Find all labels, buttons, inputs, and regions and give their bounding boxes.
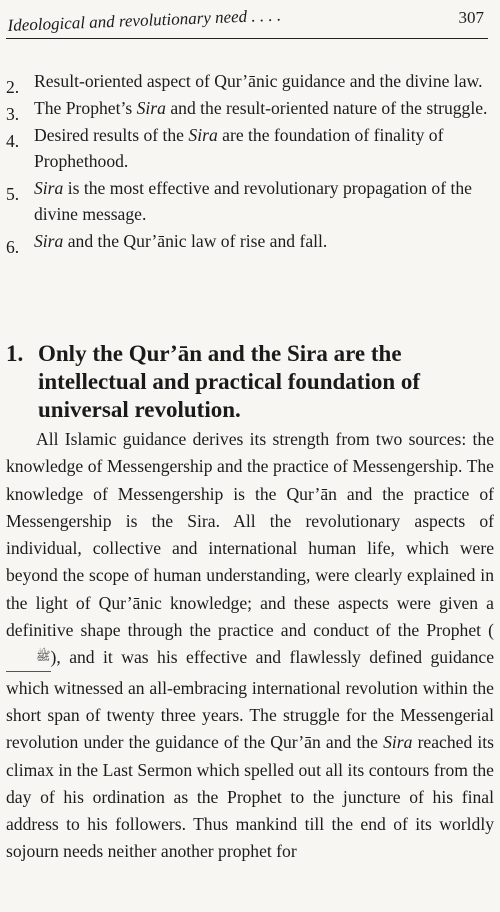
- list-item: [6, 122, 490, 174]
- italic-term: Sira: [34, 231, 64, 251]
- list-item: [6, 228, 490, 257]
- running-title: Ideological and revolutionary need . . . .: [7, 5, 282, 36]
- list-item-text: [34, 71, 482, 91]
- list-item-number: 2.: [6, 77, 20, 97]
- list-item: [6, 95, 490, 124]
- list-item-text: [34, 98, 487, 118]
- section-number: 1.: [6, 341, 24, 366]
- text-run: are the foundation of finality of Prophethood.: [34, 125, 444, 171]
- list-item-text: [34, 125, 443, 171]
- list-item-text: [34, 231, 327, 251]
- italic-term: Sira: [34, 178, 64, 198]
- text-run: The Prophet’s: [34, 98, 137, 118]
- paragraph-text-1: All Islamic guidance derives its strength from two sources: the knowledge of Messengership and the practice of Messengership. The knowledge of Messengership is the Qur’ān and the practice of Messengership is the Sira. All the revolutionary aspects of individual, collective and international human life, which were beyond the scope of human understanding, were clearly explained in the light of Qur’ānic knowledge; and these aspects were given a definitive shape through the practice and conduct of the Prophet (: [6, 429, 494, 641]
- paragraph-text-2: ), and it was his effective and flawlessly defined guidance which witnessed an all-embracing international revolution within the short span of twenty three years. The struggle for the Messengerial revolution under the guidance of the Qur’ān and the: [6, 647, 494, 753]
- list-item: [6, 175, 490, 227]
- text-run: Desired results of the: [34, 125, 189, 145]
- list-item-number: 5.: [6, 184, 20, 204]
- body-paragraph: [6, 426, 494, 866]
- list-item-number: 6.: [6, 237, 20, 257]
- text-run: is the most effective and revolutionary propagation of the divine message.: [34, 178, 472, 224]
- paragraph-italic-sira: Sira: [383, 732, 413, 753]
- section-heading: [6, 340, 492, 424]
- italic-term: Sira: [136, 98, 166, 118]
- page-header: [6, 4, 488, 39]
- section-title: Only the Qur’ān and the Sira are the intellectual and practical foundation of universal revolution.: [38, 341, 421, 422]
- list-item-number: 3.: [6, 104, 20, 124]
- topic-list: [6, 68, 490, 255]
- list-item-number: 4.: [6, 131, 20, 151]
- text-run: and the Qur’ānic law of rise and fall.: [63, 231, 328, 251]
- bottom-edge: [0, 904, 500, 912]
- text-run: Result-oriented aspect of Qur’ānic guidance and the divine law.: [34, 71, 483, 91]
- list-item-text: [34, 178, 472, 224]
- honorific-glyph: ﷺ: [6, 643, 51, 671]
- paragraph-text-3: reached its climax in the Last Sermon which spelled out all its contours from the day of his ordination as the Prophet to the juncture of his final address to his followers. Thus mankind till the end of its worldly sojourn needs neither another prophet for: [6, 732, 495, 862]
- text-run: and the result-oriented nature of the struggle.: [165, 98, 488, 118]
- italic-term: Sira: [188, 125, 218, 145]
- page-number: 307: [458, 8, 484, 27]
- list-item: [6, 68, 490, 97]
